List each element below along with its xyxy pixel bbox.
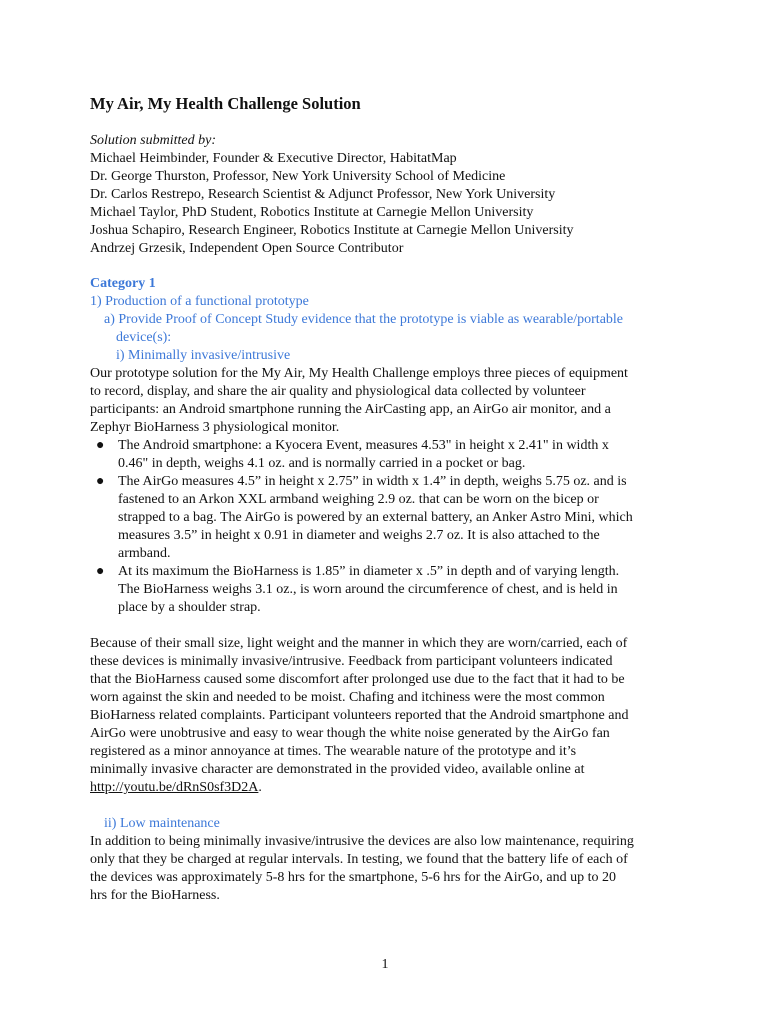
maintenance-paragraph <box>90 833 690 905</box>
text-line: fastened to an Arkon XXL armband weighing 2.9 oz. that can be worn on the bicep or <box>118 492 599 507</box>
bullet-item <box>90 563 690 617</box>
author-line: Joshua Schapiro, Research Engineer, Robotics Institute at Carnegie Mellon University <box>90 223 574 238</box>
text-line: these devices is minimally invasive/intrusive. Feedback from participant volunteers indicated <box>90 654 613 669</box>
text-line: registered as a minor annoyance at times. The wearable nature of the prototype and it’s <box>90 744 577 759</box>
text-line: minimally invasive character are demonstrated in the provided video, available online at <box>90 762 585 777</box>
item-a-heading: a) Provide Proof of Concept Study evidence that the prototype is viable as wearable/portable <box>104 312 624 327</box>
submitted-by-section <box>90 132 690 258</box>
text-line: Zephyr BioHarness 3 physiological monitor. <box>90 420 340 435</box>
text-line: The AirGo measures 4.5” in height x 2.75” in width x 1.4” in depth, weighs 5.75 oz. and is <box>118 474 627 489</box>
text-line: Our prototype solution for the My Air, My Health Challenge employs three pieces of equipment <box>90 366 628 381</box>
category-heading: Category 1 <box>90 276 156 291</box>
text-line: the devices was approximately 5-8 hrs for the smartphone, 5-6 hrs for the AirGo, and up to 20 <box>90 870 617 885</box>
text-line: strapped to a bag. The AirGo is powered by an external battery, an Anker Astro Mini, which <box>118 510 633 525</box>
bullet-item <box>90 473 690 563</box>
text-line: At its maximum the BioHarness is 1.85” in diameter x .5” in depth and of varying length. <box>118 564 620 579</box>
item-a-heading-cont: device(s): <box>116 330 172 345</box>
text-line: place by a shoulder strap. <box>118 600 261 615</box>
author-line: Michael Taylor, PhD Student, Robotics Institute at Carnegie Mellon University <box>90 205 534 220</box>
text-line: worn against the skin and needed to be moist. Chafing and itchiness were the most common <box>90 690 605 705</box>
bullet-dot-icon: ● <box>96 564 105 579</box>
text-line: The BioHarness weighs 3.1 oz., is worn around the circumference of chest, and is held in <box>118 582 618 597</box>
text-line: Because of their small size, light weight and the manner in which they are worn/carried, each of <box>90 636 628 651</box>
author-line: Andrzej Grzesik, Independent Open Source Contributor <box>90 241 404 256</box>
item-i-heading: i) Minimally invasive/intrusive <box>116 348 291 363</box>
text-line: In addition to being minimally invasive/intrusive the devices are also low maintenance, requiring <box>90 834 634 849</box>
submitted-by-label: Solution submitted by: <box>90 133 216 148</box>
link-suffix: . <box>258 780 262 795</box>
blank-line <box>90 797 690 815</box>
text-line: hrs for the BioHarness. <box>90 888 220 903</box>
item-1-heading: 1) Production of a functional prototype <box>90 294 309 309</box>
document-title: My Air, My Health Challenge Solution <box>90 94 361 113</box>
text-line: BioHarness related complaints. Participant volunteers reported that the Android smartphone and <box>90 708 629 723</box>
category-section <box>90 275 690 905</box>
intro-paragraph <box>90 365 690 437</box>
blank-line <box>90 617 690 635</box>
text-line: measures 3.5” in height x 0.91 in diameter and weighs 2.7 oz. It is also attached to the <box>118 528 600 543</box>
author-line: Dr. Carlos Restrepo, Research Scientist & Adjunct Professor, New York University <box>90 187 556 202</box>
link-line <box>90 779 690 797</box>
text-line: armband. <box>118 546 171 561</box>
item-ii-heading: ii) Low maintenance <box>104 816 220 831</box>
text-line: 0.46" in depth, weighs 4.1 oz. and is normally carried in a pocket or bag. <box>118 456 526 471</box>
text-line: participants: an Android smartphone running the AirCasting app, an AirGo air monitor, and a <box>90 402 611 417</box>
bullet-item <box>90 437 690 473</box>
video-link[interactable]: http://youtu.be/dRnS0sf3D2A <box>90 780 259 795</box>
device-bullet-list <box>90 437 690 617</box>
page-number: 1 <box>381 957 389 972</box>
text-line: AirGo were unobtrusive and easy to wear though the white noise generated by the AirGo fan <box>90 726 610 741</box>
text-line: to record, display, and share the air quality and physiological data collected by volunteer <box>90 384 586 399</box>
author-line: Michael Heimbinder, Founder & Executive Director, HabitatMap <box>90 151 457 166</box>
bullet-dot-icon: ● <box>96 474 105 489</box>
author-line: Dr. George Thurston, Professor, New York University School of Medicine <box>90 169 506 184</box>
comfort-paragraph <box>90 635 690 797</box>
bullet-dot-icon: ● <box>96 438 105 453</box>
text-line: that the BioHarness caused some discomfort after prolonged use due to the fact that it had to be <box>90 672 625 687</box>
text-line: only that they be charged at regular intervals. In testing, we found that the battery life of each of <box>90 852 628 867</box>
text-line: The Android smartphone: a Kyocera Event, measures 4.53" in height x 2.41" in width x <box>118 438 609 453</box>
